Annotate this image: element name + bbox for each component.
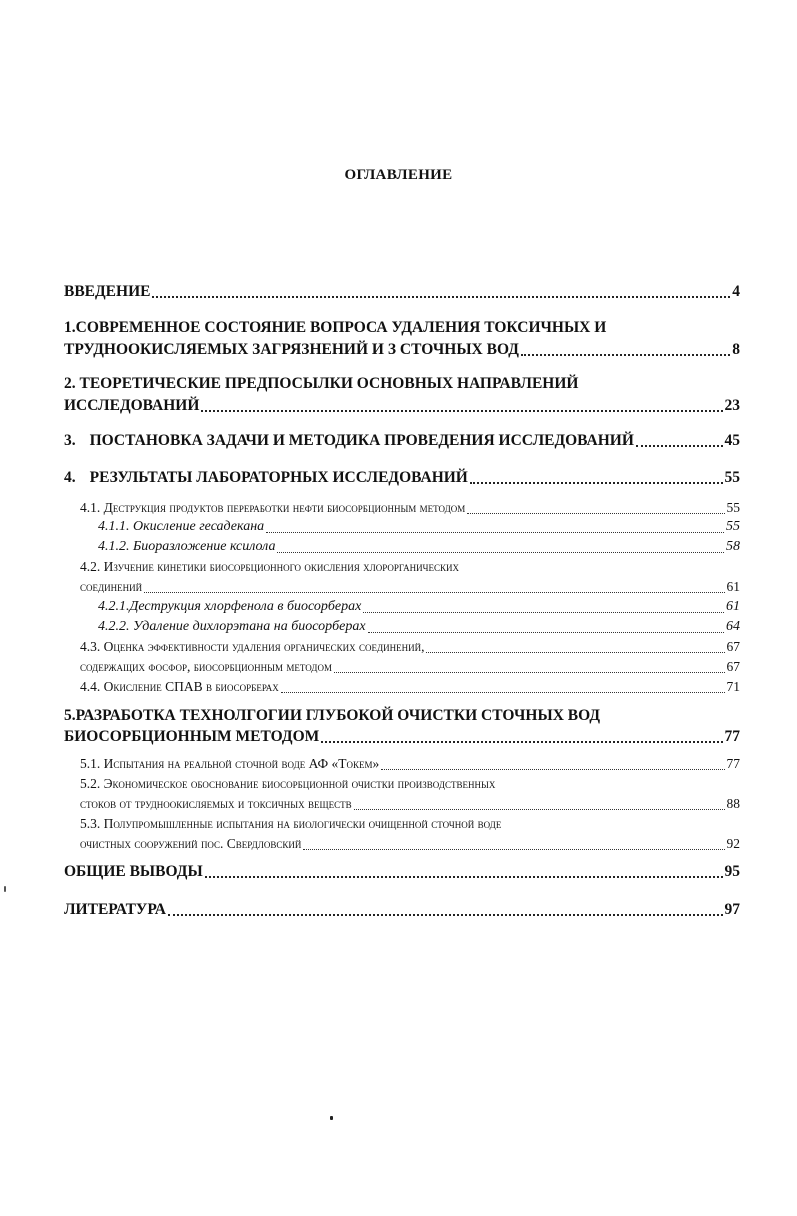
- toc-entry-chapter-1-line1[interactable]: 1.СОВРЕМЕННОЕ СОСТОЯНИЕ ВОПРОСА УДАЛЕНИЯ ТОКСИЧНЫХ И: [64, 319, 607, 336]
- toc-page-number: 55: [724, 469, 740, 486]
- scan-speck: [4, 886, 6, 892]
- toc-page-number: 67: [726, 639, 740, 654]
- toc-entry-title: 4.1. Деструкция продуктов переработки нефти биосорбционным методом: [80, 500, 466, 515]
- scan-speck: [330, 1116, 333, 1120]
- toc-page-number: 95: [724, 863, 740, 880]
- toc-page-number: 8: [732, 341, 740, 358]
- toc-entry-section-5-2-line1[interactable]: 5.2. Экономическое обоснование биосорбционной очистки производственных: [80, 776, 496, 791]
- leader-dots: [281, 691, 725, 693]
- toc-page-number: 58: [726, 539, 740, 554]
- toc-entry-title: БИОСОРБЦИОННЫМ МЕТОДОМ: [64, 728, 320, 745]
- toc-page-number: 71: [726, 679, 740, 694]
- leader-dots: [521, 353, 730, 356]
- toc-entry-section-4-3[interactable]: [80, 657, 740, 677]
- leader-dots: [144, 591, 724, 593]
- leader-dots: [470, 481, 723, 484]
- leader-dots: [334, 671, 725, 673]
- toc-entry-title: 4.4. Окисление СПАВ в биосорберах: [80, 679, 279, 694]
- toc-entry-section-4-3-line1[interactable]: [80, 637, 740, 657]
- toc-entry-title: содержащих фосфор, биосорбционным методом: [80, 659, 332, 674]
- leader-dots: [277, 551, 724, 553]
- toc-entry-chapter-3[interactable]: [64, 431, 740, 451]
- toc-entry-section-4-2-2[interactable]: [98, 617, 740, 637]
- toc-entry-section-5-3[interactable]: [80, 834, 740, 854]
- toc-entry-introduction[interactable]: [64, 282, 740, 302]
- toc-entry-title: 5.1. Испытания на реальной сточной воде АФ «Токем»: [80, 756, 380, 771]
- toc-entry-section-4-2-line1[interactable]: 4.2. Изучение кинетики биосорбционного окисления хлорорганических: [80, 559, 459, 574]
- toc-entry-section-4-4[interactable]: [80, 677, 740, 697]
- leader-dots: [426, 651, 724, 653]
- toc-entry-chapter-1[interactable]: [64, 340, 740, 360]
- toc-entry-conclusions[interactable]: [64, 862, 740, 882]
- toc-page-number: 67: [726, 659, 740, 674]
- toc-entry-section-4-2-1[interactable]: [98, 597, 740, 617]
- toc-entry-literature[interactable]: [64, 900, 740, 920]
- toc-entry-title: 4.3. Оценка эффективности удаления органических соединений,: [80, 639, 425, 654]
- toc-page-number: 55: [726, 500, 740, 515]
- leader-dots: [168, 913, 723, 916]
- toc-entry-chapter-5-line1[interactable]: [64, 706, 600, 726]
- toc-page-number: 23: [724, 397, 740, 414]
- toc-page-number: 61: [726, 599, 740, 614]
- toc-entry-title: РЕЗУЛЬТАТЫ ЛАБОРАТОРНЫХ ИССЛЕДОВАНИЙ: [89, 469, 468, 486]
- toc-page-number: 55: [726, 519, 740, 534]
- toc-entry-section-5-3-line1[interactable]: 5.3. Полупромышленные испытания на биологически очищенной сточной воде: [80, 816, 502, 831]
- leader-dots: [152, 295, 730, 298]
- chapter-number: 3.: [64, 432, 76, 449]
- toc-page-number: 97: [724, 901, 740, 918]
- leader-dots: [467, 512, 724, 514]
- leader-dots: [636, 444, 723, 447]
- toc-page-number: 45: [724, 432, 740, 449]
- toc-entry-section-4-2[interactable]: [80, 577, 740, 597]
- toc-entry-chapter-2-line1[interactable]: 2. ТЕОРЕТИЧЕСКИЕ ПРЕДПОСЫЛКИ ОСНОВНЫХ НАПРАВЛЕНИЙ: [64, 375, 579, 392]
- leader-dots: [321, 740, 722, 743]
- chapter-number: 4.: [64, 469, 76, 486]
- toc-entry-title: очистных сооружений пос. Свердловский: [80, 836, 302, 851]
- toc-entry-section-5-2[interactable]: [80, 794, 740, 814]
- toc-entry-title: 4.2.2. Удаление дихлорэтана на биосорберах: [98, 619, 366, 634]
- leader-dots: [381, 768, 724, 770]
- leader-dots: [368, 631, 724, 633]
- toc-entry-chapter-4[interactable]: [64, 468, 740, 488]
- toc-page-number: 61: [726, 579, 740, 594]
- toc-entry-title: 4.1.2. Биоразложение ксилола: [98, 539, 276, 554]
- toc-entry-chapter-5[interactable]: [64, 727, 740, 747]
- toc-entry-title: соединений: [80, 579, 143, 594]
- toc-entry-section-4-1-1[interactable]: [98, 517, 740, 537]
- leader-dots: [303, 848, 724, 850]
- toc-entry-section-4-1-2[interactable]: [98, 537, 740, 557]
- toc-page-number: 92: [726, 836, 740, 851]
- toc-page-number: 77: [724, 728, 740, 745]
- toc-page-number: 64: [726, 619, 740, 634]
- toc-entry-title: 4.2.1.Деструкция хлорфенола в биосорберах: [98, 599, 362, 614]
- toc-entry-title: 4.1.1. Окисление гесадекана: [98, 519, 265, 534]
- toc-entry-title: ИССЛЕДОВАНИЙ: [64, 397, 200, 414]
- toc-entry-title: стоков от трудноокисляемых и токсичных веществ: [80, 796, 352, 811]
- toc-entry-title: ПОСТАНОВКА ЗАДАЧИ И МЕТОДИКА ПРОВЕДЕНИЯ ИССЛЕДОВАНИЙ: [89, 432, 634, 449]
- leader-dots: [201, 409, 722, 412]
- toc-page-number: 4: [732, 283, 740, 300]
- toc-entry-chapter-2[interactable]: [64, 396, 740, 416]
- toc-entry-title: ОБЩИЕ ВЫВОДЫ: [64, 863, 203, 880]
- toc-entry-title: ВВЕДЕНИЕ: [64, 283, 151, 300]
- toc-entry-section-4-1[interactable]: [80, 498, 740, 518]
- toc-page-number: 88: [726, 796, 740, 811]
- toc-entry-title: ЛИТЕРАТУРА: [64, 901, 166, 918]
- leader-dots: [363, 611, 724, 613]
- chapter-number: 5.: [64, 707, 76, 724]
- toc-entry-section-5-1[interactable]: [80, 754, 740, 774]
- leader-dots: [354, 808, 725, 810]
- toc-entry-title: РАЗРАБОТКА ТЕХНОЛГОГИИ ГЛУБОКОЙ ОЧИСТКИ СТОЧНЫХ ВОД: [75, 707, 601, 724]
- toc-page-number: 77: [726, 756, 740, 771]
- leader-dots: [266, 531, 724, 533]
- toc-entry-title: ТРУДНООКИСЛЯЕМЫХ ЗАГРЯЗНЕНИЙ И З СТОЧНЫХ ВОД: [64, 341, 519, 358]
- page-title: ОГЛАВЛЕНИЕ: [344, 167, 453, 183]
- leader-dots: [205, 875, 723, 878]
